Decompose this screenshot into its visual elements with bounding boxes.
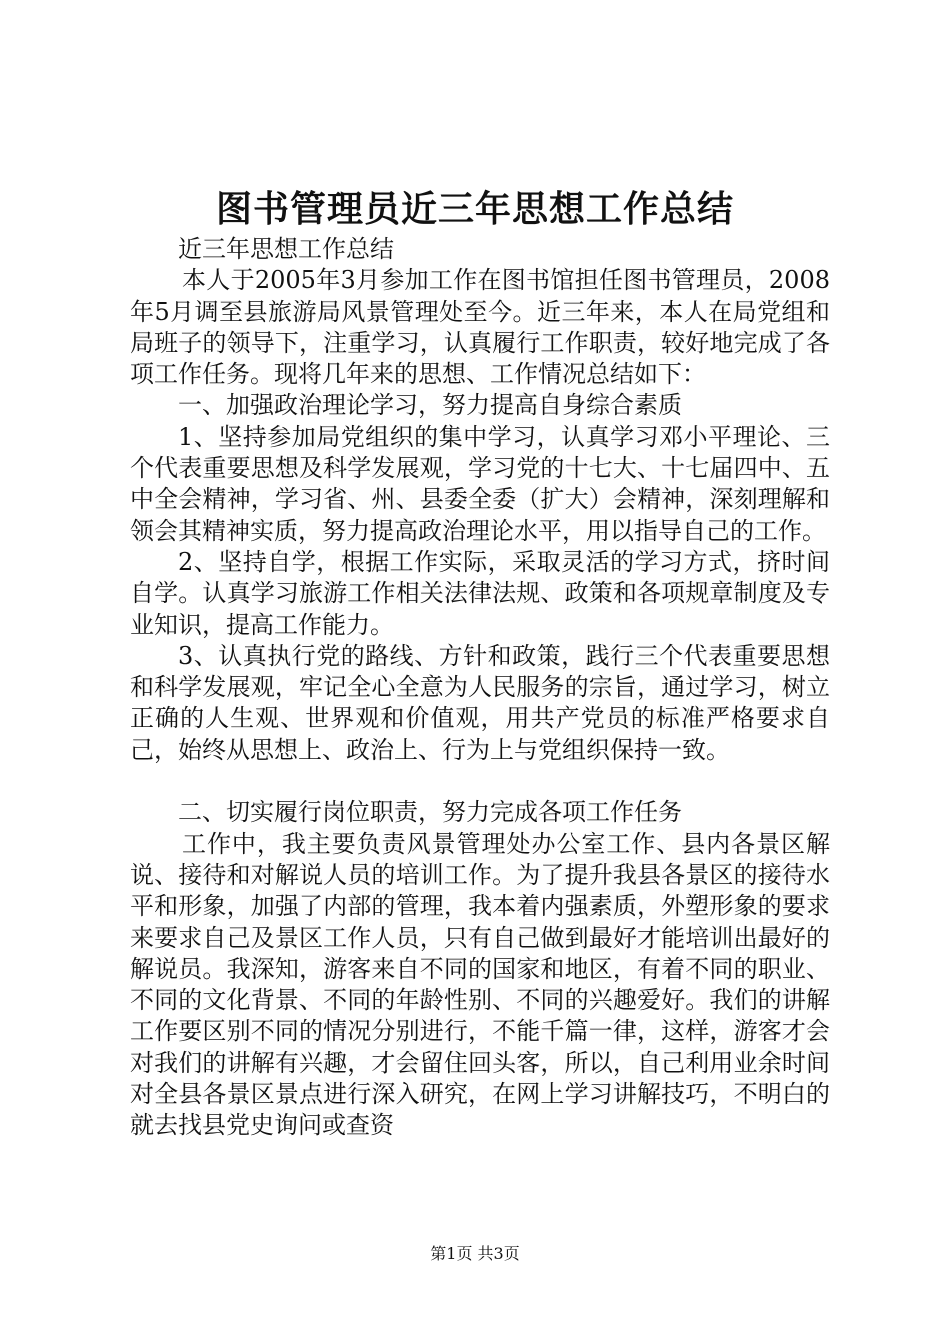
section-heading-1: 一、加强政治理论学习，努力提高自身综合素质 <box>178 391 682 420</box>
blank-line <box>130 766 830 797</box>
subtitle-paragraph: 近三年思想工作总结 <box>178 235 394 263</box>
section-1-item-2: 2、坚持自学，根据工作实际，采取灵活的学习方式，挤时间自学。认真学习旅游工作相关法律法规、政策和各项规章制度及专业知识，提高工作能力。 <box>130 547 830 639</box>
document-body <box>130 234 830 1142</box>
intro-paragraph: 本人于2005年3月参加工作在图书馆担任图书管理员，2008年5月调至县旅游局风景管理处至今。近三年来，本人在局党组和局班子的领导下，注重学习，认真履行工作职责，较好地完成了各项工作任务。现将几年来的思想、工作情况总结如下： <box>130 266 830 389</box>
document-title: 图书管理员近三年思想工作总结 <box>215 188 734 230</box>
page-indicator: 第1页 共3页 <box>430 1244 520 1263</box>
section-2-paragraph: 工作中，我主要负责风景管理处办公室工作、县内各景区解说、接待和对解说人员的培训工作。为了提升我县各景区的接待水平和形象，加强了内部的管理，我本着内强素质，外塑形象的要求来要求自己及景区工作人员，只有自己做到最好才能培训出最好的解说员。我深知，游客来自不同的国家和地区，有着不同的职业、不同的文化背景、不同的年龄性别、不同的兴趣爱好。我们的讲解工作要区别不同的情况分别进行，不能千篇一律，这样，游客才会对我们的讲解有兴趣，才会留住回头客，所以，自己利用业余时间对全县各景区景点进行深入研究，在网上学习讲解技巧，不明白的就去找县党史询问或查资 <box>130 829 830 1140</box>
section-heading-2: 二、切实履行岗位职责，努力完成各项工作任务 <box>178 798 682 827</box>
section-1-item-1: 1、坚持参加局党组织的集中学习，认真学习邓小平理论、三个代表重要思想及科学发展观，学习党的十七大、十七届四中、五中全会精神，学习省、州、县委全委（扩大）会精神，深刻理解和领会其精神实质，努力提高政治理论水平，用以指导自己的工作。 <box>130 422 830 545</box>
section-1-item-3: 3、认真执行党的路线、方针和政策，践行三个代表重要思想和科学发展观，牢记全心全意为人民服务的宗旨，通过学习，树立正确的人生观、世界观和价值观，用共产党员的标准严格要求自己，始终从思想上、政治上、行为上与党组织保持一致。 <box>130 641 830 764</box>
